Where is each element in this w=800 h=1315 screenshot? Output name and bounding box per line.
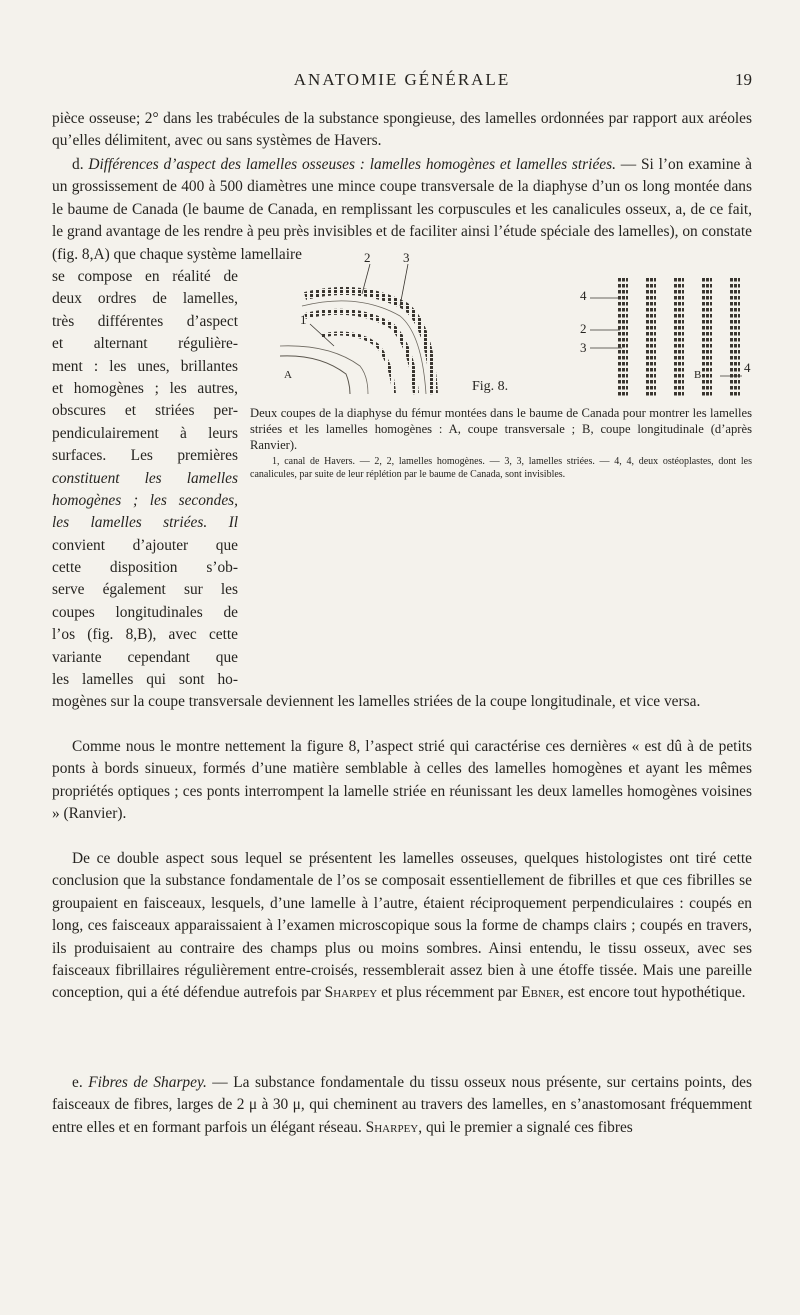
panel-b-label: B (694, 369, 702, 381)
wrap-line: très différentes d’aspect (52, 312, 238, 330)
author-sharpey: Sharpey (324, 984, 378, 1002)
panel-b-longitudinal-section (580, 278, 751, 396)
panel-a-transverse-section (280, 250, 434, 394)
wrap-line: les lamelles striées. Il (52, 514, 238, 532)
paragraph-top-text: pièce osseuse; 2° dans les trabécules de la substance spongieuse, des lamelles ordonnées par rapport aux aréoles qu’elles délimitent, avec ou sans systèmes de Havers. (52, 110, 752, 150)
striated-lamella-column (646, 278, 656, 396)
wrap-line: obscures et striées per- (52, 402, 238, 420)
wrap-line: et homogènes ; les autres, (52, 379, 238, 397)
paragraph-top (52, 108, 752, 153)
caption-legend-text: 1, canal de Havers. — 2, 2, lamelles homogènes. — 3, 3, lamelles striées. — 4, 4, deux ostéoplastes, dont les canalicules, par suite de leur réplétion par le baume de Canada, sont invisibles. (250, 456, 752, 480)
figure-caption (250, 405, 752, 481)
wrap-line: surfaces. Les premières (52, 447, 238, 465)
striated-lamella-column (618, 278, 628, 396)
paragraph-double-text: , est encore tout hypothétique. (560, 984, 746, 1002)
section-d-heading: Différences d’aspect des lamelles osseuses : lamelles homogènes et lamelles striées. (88, 156, 616, 173)
striated-lamella-column (702, 278, 712, 396)
figure-b-label-2: 2 (580, 321, 587, 336)
wrap-line: cette disposition s’ob- (52, 559, 238, 577)
caption-legend (250, 456, 752, 481)
figure-a-label-3: 3 (403, 250, 410, 265)
figure-b-label-3: 3 (580, 340, 587, 355)
figure-8-illustration (250, 250, 752, 396)
striated-lamella-band (305, 312, 416, 394)
wrap-line: l’os (fig. 8,B), avec cette (52, 626, 238, 644)
running-title: ANATOMIE GÉNÉRALE (293, 70, 511, 89)
wrap-line: coupes longitudinales de (52, 603, 238, 621)
section-e-label: e. (72, 1074, 83, 1091)
wrap-line: pendiculairement à leurs (52, 424, 238, 442)
wrap-line: convient d’ajouter que (52, 536, 238, 554)
wrap-line: se compose en réalité de (52, 268, 238, 285)
figure-title: Fig. 8. (472, 379, 509, 394)
wrap-line: constituent les lamelles (52, 469, 238, 487)
figure-b-label-4b: 4 (744, 360, 751, 375)
paragraph-comme (52, 736, 752, 826)
figure-a-label-1: 1 (300, 312, 307, 327)
striated-lamella-column (674, 278, 684, 396)
section-d-label: d. (72, 156, 84, 173)
page-header (52, 70, 752, 94)
figure-b-label-4: 4 (580, 288, 587, 303)
page (52, 0, 752, 1315)
wrap-line: serve également sur les (52, 581, 238, 599)
caption-text: Deux coupes de la diaphyse du fémur montées dans le baume de Canada pour montrer les lamelles striées et les lamelles homogènes : A, coupe transversale ; B, coupe longitudinale (d’après Ranvier). (250, 406, 752, 452)
striated-lamella-column (730, 278, 740, 396)
section-e-text-end: , qui le premier a signalé ces fibres (418, 1118, 633, 1136)
wrap-line: variante cependant que (52, 648, 238, 666)
homogeneous-lamella-line (280, 346, 368, 394)
wrap-line: ment : les unes, brillantes (52, 357, 238, 375)
panel-a-label: A (284, 369, 292, 381)
paragraph-double-text: De ce double aspect sous lequel se présentent les lamelles osseuses, quelques histologistes ont tiré cette conclusion que la substance fondamentale de l’os se composait essentiellement de fibrilles et que ces fibrilles se groupaient en faisceaux, lesquels, d’une lamelle à l’autre, étaient réciproquement perpendiculaires : coupés en long, ces faisceaux apparaissaient à l’examen microscopique sous la forme de champs clairs ; coupés en travers, ils produisaient au contraire des champs plus ou moins sombres. Ainsi entendu, le tissu osseux, avec ses faisceaux fibrillaires régulièrement entre-croisés, ressemblerait assez bien à une étoffe tissée. Mais une pareille conception, qui a été défendue autrefois par (52, 850, 752, 1002)
wrapped-text-column (52, 266, 238, 691)
section-e-heading: Fibres de Sharpey. (88, 1074, 207, 1091)
wrap-line: homogènes ; les secondes, (52, 491, 238, 509)
paragraph-double-text: et plus récemment par (377, 984, 522, 1002)
section-d-text: — Si l’on examine à un grossissement de 400 à 500 diamètres une mince coupe transversale de la diaphyse d’un os long montée dans le baume de Canada (le baume de Canada, en remplissant les corpuscules et les canalicules osseux, a, de ce fait, le grand avantage de les rendre à peu près invisibles et de faciliter ainsi l’étude spéciale des lamelles), on constate (fig. 8,A) que chaque système lamellaire (52, 156, 753, 263)
section-e-text: — La substance fondamentale du tissu osseux nous présente, sur certains points, des faisceaux de fibres, larges de 2 μ à 30 μ, qui cheminent au travers des lamelles, en s’anastomosant fréquemment entre elles et en formant parfois un élégant réseau. (52, 1074, 752, 1136)
wrap-line: deux ordres de lamelles, (52, 290, 238, 308)
paragraph-double-aspect (52, 848, 752, 1005)
paragraph-comme-text: Comme nous le montre nettement la figure 8, l’aspect strié qui caractérise ces dernières « est dû à de petits ponts à bords sinueux, formés d’une matière semblable à celles des lamelles homogènes et ayant les mêmes propriétés optiques ; ces ponts interrompent la lamelle striée en réunissant les deux lamelles homogènes voisines » (Ranvier). (52, 738, 752, 823)
author-ebner: Ebner (521, 984, 560, 1002)
paragraph-after-wrap (52, 691, 752, 713)
figure-a-label-2: 2 (364, 250, 371, 265)
wrap-line: et alternant régulière- (52, 335, 238, 353)
wrap-line: les lamelles qui sont ho- (52, 671, 238, 689)
paragraph-after-wrap-text: mogènes sur la coupe transversale deviennent les lamelles striées de la coupe longitudinale, et vice versa. (52, 693, 701, 710)
page-number: 19 (735, 70, 752, 89)
label-leader-line (400, 264, 408, 306)
author-sharpey-2: Sharpey (365, 1118, 419, 1136)
section-e (52, 1072, 752, 1139)
section-d (52, 154, 752, 266)
